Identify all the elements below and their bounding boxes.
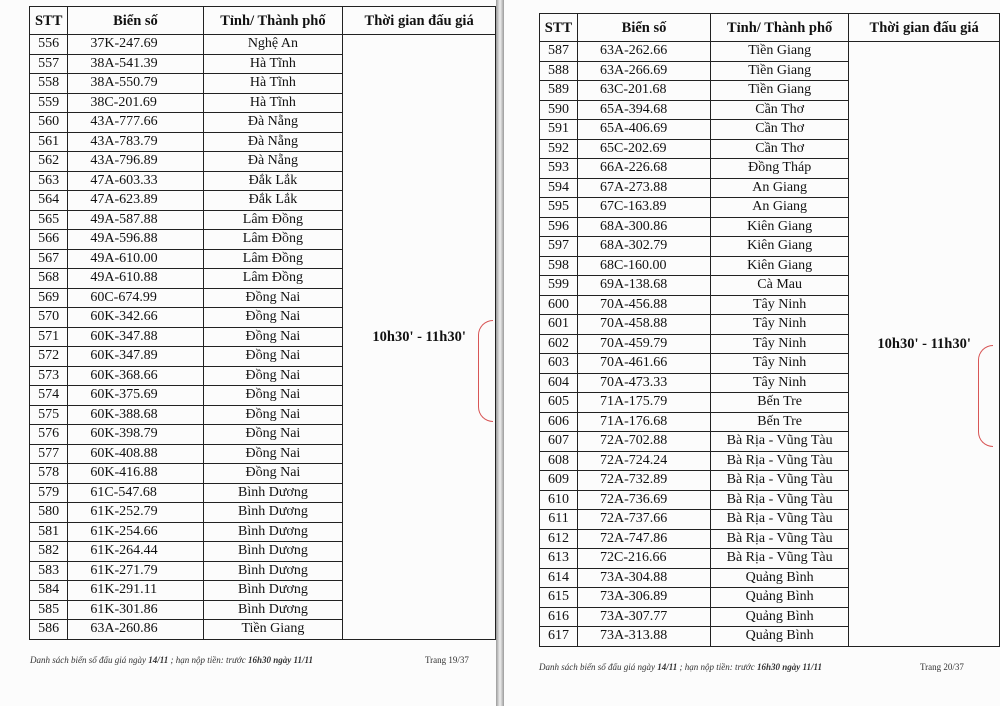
province-cell: Đà Nẵng (203, 152, 343, 172)
plate-cell: 38A-550.79 (68, 74, 203, 94)
plate-cell: 70A-459.79 (578, 334, 711, 354)
plate-cell: 61K-252.79 (68, 503, 203, 523)
stt-cell: 603 (540, 354, 578, 374)
plate-cell: 72A-702.88 (578, 432, 711, 452)
book-gutter (496, 0, 504, 706)
plate-cell: 60K-375.69 (68, 386, 203, 406)
footer-mid: ; hạn nộp tiền: trước (168, 655, 248, 665)
plate-table-left (29, 6, 496, 640)
header-stt: STT (540, 14, 578, 42)
stt-cell: 592 (540, 139, 578, 159)
stt-cell: 594 (540, 178, 578, 198)
plate-cell: 68C-160.00 (578, 256, 711, 276)
province-cell: Lâm Đồng (203, 210, 343, 230)
stt-cell: 572 (30, 347, 68, 367)
province-cell: Bình Dương (203, 600, 343, 620)
plate-cell: 65C-202.69 (578, 139, 711, 159)
stt-cell: 578 (30, 464, 68, 484)
plate-cell: 73A-306.89 (578, 588, 711, 608)
province-cell: Hà Tĩnh (203, 74, 343, 94)
province-cell: Tiền Giang (711, 61, 849, 81)
page-footer-note (539, 662, 822, 672)
footer-deadline: 16h30 ngày 11/11 (247, 655, 313, 665)
stt-cell: 607 (540, 432, 578, 452)
plate-cell: 60K-398.79 (68, 425, 203, 445)
stt-cell: 558 (30, 74, 68, 94)
plate-cell: 73A-304.88 (578, 568, 711, 588)
province-cell: Tây Ninh (711, 334, 849, 354)
page-number: Trang 19/37 (425, 655, 469, 665)
province-cell: Đồng Nai (203, 347, 343, 367)
province-cell: Tây Ninh (711, 295, 849, 315)
table-body-right (540, 42, 1000, 647)
province-cell: Hà Tĩnh (203, 54, 343, 74)
seal-ring (978, 345, 993, 447)
footer-mid: ; hạn nộp tiền: trước (677, 662, 757, 672)
plate-cell: 71A-176.68 (578, 412, 711, 432)
document-page-right (504, 0, 1000, 706)
stt-cell: 557 (30, 54, 68, 74)
plate-cell: 69A-138.68 (578, 276, 711, 296)
province-cell: Tiền Giang (203, 620, 343, 640)
stt-cell: 559 (30, 93, 68, 113)
plate-cell: 47A-603.33 (68, 171, 203, 191)
plate-cell: 70A-461.66 (578, 354, 711, 374)
stt-cell: 601 (540, 315, 578, 335)
plate-cell: 63A-262.66 (578, 42, 711, 62)
province-cell: Đồng Nai (203, 386, 343, 406)
plate-cell: 67A-273.88 (578, 178, 711, 198)
stt-cell: 561 (30, 132, 68, 152)
stt-cell: 567 (30, 249, 68, 269)
stt-cell: 598 (540, 256, 578, 276)
plate-cell: 70A-456.88 (578, 295, 711, 315)
province-cell: Cà Mau (711, 276, 849, 296)
stt-cell: 583 (30, 561, 68, 581)
plate-cell: 72A-736.69 (578, 490, 711, 510)
plate-cell: 66A-226.68 (578, 159, 711, 179)
stt-cell: 591 (540, 120, 578, 140)
plate-cell: 49A-587.88 (68, 210, 203, 230)
stt-cell: 570 (30, 308, 68, 328)
stt-cell: 584 (30, 581, 68, 601)
stt-cell: 575 (30, 405, 68, 425)
province-cell: Đà Nẵng (203, 132, 343, 152)
plate-cell: 70A-473.33 (578, 373, 711, 393)
stt-cell: 560 (30, 113, 68, 133)
province-cell: Kiên Giang (711, 237, 849, 257)
province-cell: Bà Rịa - Vũng Tàu (711, 510, 849, 530)
province-cell: Lâm Đồng (203, 269, 343, 289)
province-cell: Quảng Bình (711, 588, 849, 608)
table-body-left (30, 35, 496, 640)
stt-cell: 610 (540, 490, 578, 510)
province-cell: Đồng Nai (203, 308, 343, 328)
plate-cell: 60K-388.68 (68, 405, 203, 425)
plate-cell: 49A-610.00 (68, 249, 203, 269)
plate-cell: 43A-777.66 (68, 113, 203, 133)
province-cell: Bình Dương (203, 522, 343, 542)
stt-cell: 609 (540, 471, 578, 491)
red-seal-stamp (478, 320, 494, 422)
plate-cell: 60K-347.89 (68, 347, 203, 367)
plate-cell: 73A-313.88 (578, 627, 711, 647)
stt-cell: 613 (540, 549, 578, 569)
province-cell: An Giang (711, 198, 849, 218)
province-cell: Bà Rịa - Vũng Tàu (711, 549, 849, 569)
stt-cell: 569 (30, 288, 68, 308)
province-cell: Đồng Nai (203, 425, 343, 445)
footer-date: 14/11 (657, 662, 678, 672)
province-cell: Quảng Bình (711, 627, 849, 647)
plate-cell: 47A-623.89 (68, 191, 203, 211)
stt-cell: 604 (540, 373, 578, 393)
red-seal-stamp (978, 345, 998, 447)
province-cell: Đồng Nai (203, 288, 343, 308)
stt-cell: 577 (30, 444, 68, 464)
stt-cell: 608 (540, 451, 578, 471)
table-header-row (30, 7, 496, 35)
stt-cell: 566 (30, 230, 68, 250)
plate-cell: 63A-260.86 (68, 620, 203, 640)
plate-cell: 60C-674.99 (68, 288, 203, 308)
province-cell: Đồng Nai (203, 405, 343, 425)
stt-cell: 580 (30, 503, 68, 523)
table-row (540, 42, 1000, 62)
province-cell: Cần Thơ (711, 120, 849, 140)
plate-table-right (539, 13, 1000, 647)
plate-cell: 60K-416.88 (68, 464, 203, 484)
stt-cell: 589 (540, 81, 578, 101)
plate-cell: 37K-247.69 (68, 35, 203, 55)
province-cell: Tây Ninh (711, 373, 849, 393)
province-cell: Tây Ninh (711, 354, 849, 374)
plate-cell: 70A-458.88 (578, 315, 711, 335)
stt-cell: 615 (540, 588, 578, 608)
plate-cell: 72A-732.89 (578, 471, 711, 491)
header-auction-time: Thời gian đấu giá (849, 14, 1000, 42)
province-cell: Nghệ An (203, 35, 343, 55)
plate-cell: 60K-342.66 (68, 308, 203, 328)
province-cell: Đồng Tháp (711, 159, 849, 179)
stt-cell: 574 (30, 386, 68, 406)
stt-cell: 590 (540, 100, 578, 120)
stt-cell: 597 (540, 237, 578, 257)
header-plate: Biển số (578, 14, 711, 42)
stt-cell: 585 (30, 600, 68, 620)
province-cell: Bến Tre (711, 412, 849, 432)
footer-prefix: Danh sách biển số đấu giá ngày (30, 655, 149, 665)
header-auction-time: Thời gian đấu giá (343, 7, 496, 35)
province-cell: Đồng Nai (203, 464, 343, 484)
province-cell: Kiên Giang (711, 256, 849, 276)
province-cell: Đà Nẵng (203, 113, 343, 133)
plate-cell: 72A-747.86 (578, 529, 711, 549)
stt-cell: 576 (30, 425, 68, 445)
stt-cell: 595 (540, 198, 578, 218)
plate-cell: 61K-291.11 (68, 581, 203, 601)
stt-cell: 605 (540, 393, 578, 413)
stt-cell: 600 (540, 295, 578, 315)
plate-cell: 43A-796.89 (68, 152, 203, 172)
plate-cell: 63C-201.68 (578, 81, 711, 101)
document-page-left (0, 0, 496, 706)
province-cell: Đắk Lắk (203, 171, 343, 191)
stt-cell: 571 (30, 327, 68, 347)
province-cell: Tây Ninh (711, 315, 849, 335)
stt-cell: 562 (30, 152, 68, 172)
province-cell: Bình Dương (203, 581, 343, 601)
footer-date: 14/11 (148, 655, 169, 665)
stt-cell: 573 (30, 366, 68, 386)
stt-cell: 579 (30, 483, 68, 503)
province-cell: Bà Rịa - Vũng Tàu (711, 490, 849, 510)
stt-cell: 611 (540, 510, 578, 530)
province-cell: Kiên Giang (711, 217, 849, 237)
province-cell: Đồng Nai (203, 366, 343, 386)
plate-cell: 61K-271.79 (68, 561, 203, 581)
header-stt: STT (30, 7, 68, 35)
province-cell: Tiền Giang (711, 42, 849, 62)
plate-cell: 72A-724.24 (578, 451, 711, 471)
plate-cell: 73A-307.77 (578, 607, 711, 627)
province-cell: Hà Tĩnh (203, 93, 343, 113)
stt-cell: 612 (540, 529, 578, 549)
plate-cell: 38A-541.39 (68, 54, 203, 74)
plate-cell: 68A-302.79 (578, 237, 711, 257)
province-cell: Tiền Giang (711, 81, 849, 101)
stt-cell: 606 (540, 412, 578, 432)
header-plate: Biển số (68, 7, 203, 35)
province-cell: Bình Dương (203, 561, 343, 581)
plate-cell: 43A-783.79 (68, 132, 203, 152)
plate-cell: 61K-254.66 (68, 522, 203, 542)
plate-cell: 63A-266.69 (578, 61, 711, 81)
province-cell: An Giang (711, 178, 849, 198)
stt-cell: 593 (540, 159, 578, 179)
stt-cell: 563 (30, 171, 68, 191)
plate-cell: 49A-610.88 (68, 269, 203, 289)
plate-cell: 72A-737.66 (578, 510, 711, 530)
province-cell: Đồng Nai (203, 444, 343, 464)
stt-cell: 614 (540, 568, 578, 588)
province-cell: Đắk Lắk (203, 191, 343, 211)
stt-cell: 564 (30, 191, 68, 211)
stt-cell: 582 (30, 542, 68, 562)
province-cell: Cần Thơ (711, 100, 849, 120)
footer-prefix: Danh sách biển số đấu giá ngày (539, 662, 658, 672)
plate-cell: 65A-406.69 (578, 120, 711, 140)
province-cell: Bà Rịa - Vũng Tàu (711, 432, 849, 452)
province-cell: Cần Thơ (711, 139, 849, 159)
plate-cell: 61K-264.44 (68, 542, 203, 562)
stt-cell: 616 (540, 607, 578, 627)
footer-deadline: 16h30 ngày 11/11 (756, 662, 822, 672)
table-header-row (540, 14, 1000, 42)
auction-time-cell: 10h30' - 11h30' (343, 35, 496, 640)
province-cell: Bình Dương (203, 483, 343, 503)
plate-cell: 61K-301.86 (68, 600, 203, 620)
province-cell: Bà Rịa - Vũng Tàu (711, 451, 849, 471)
plate-cell: 38C-201.69 (68, 93, 203, 113)
plate-cell: 65A-394.68 (578, 100, 711, 120)
stt-cell: 586 (30, 620, 68, 640)
header-province: Tỉnh/ Thành phố (711, 14, 849, 42)
province-cell: Bà Rịa - Vũng Tàu (711, 471, 849, 491)
plate-cell: 60K-368.66 (68, 366, 203, 386)
plate-cell: 67C-163.89 (578, 198, 711, 218)
province-cell: Bình Dương (203, 503, 343, 523)
header-province: Tỉnh/ Thành phố (203, 7, 343, 35)
stt-cell: 587 (540, 42, 578, 62)
plate-cell: 60K-347.88 (68, 327, 203, 347)
seal-ring (478, 320, 493, 422)
stt-cell: 565 (30, 210, 68, 230)
stt-cell: 568 (30, 269, 68, 289)
plate-cell: 71A-175.79 (578, 393, 711, 413)
stt-cell: 602 (540, 334, 578, 354)
stt-cell: 596 (540, 217, 578, 237)
province-cell: Lâm Đồng (203, 230, 343, 250)
plate-cell: 61C-547.68 (68, 483, 203, 503)
stt-cell: 556 (30, 35, 68, 55)
table-row (30, 35, 496, 55)
page-footer-note (30, 655, 313, 665)
province-cell: Lâm Đồng (203, 249, 343, 269)
plate-cell: 68A-300.86 (578, 217, 711, 237)
plate-cell: 49A-596.88 (68, 230, 203, 250)
province-cell: Quảng Bình (711, 607, 849, 627)
page-number: Trang 20/37 (920, 662, 964, 672)
stt-cell: 599 (540, 276, 578, 296)
province-cell: Bến Tre (711, 393, 849, 413)
stt-cell: 581 (30, 522, 68, 542)
plate-cell: 60K-408.88 (68, 444, 203, 464)
auction-time-cell: 10h30' - 11h30' (849, 42, 1000, 647)
province-cell: Quảng Bình (711, 568, 849, 588)
province-cell: Bà Rịa - Vũng Tàu (711, 529, 849, 549)
plate-cell: 72C-216.66 (578, 549, 711, 569)
province-cell: Bình Dương (203, 542, 343, 562)
stt-cell: 617 (540, 627, 578, 647)
province-cell: Đồng Nai (203, 327, 343, 347)
stt-cell: 588 (540, 61, 578, 81)
